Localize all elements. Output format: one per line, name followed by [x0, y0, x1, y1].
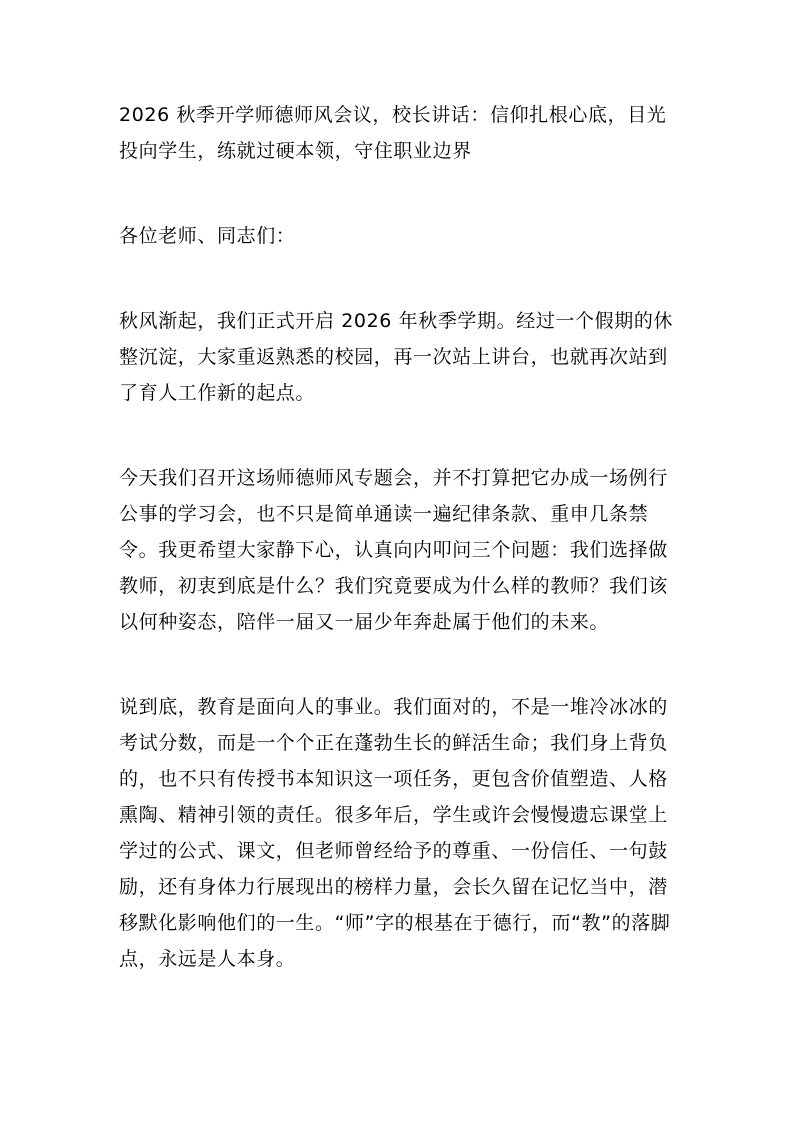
paragraph-3: 说到底，教育是面向人的事业。我们面对的，不是一堆冷冰冰的考试分数，而是一个个正在蓬勃生长的鲜活生命；我们身上背负的，也不只有传授书本知识这一项任务，更包含价值塑造、人格熏陶、精神引领的责任。很多年后，学生或许会慢慢遗忘课堂上学过的公式、课文，但老师曾经给予的尊重、一份信任、一句鼓励，还有身体力行展现出的榜样力量，会长久留在记忆当中，潜移默化影响他们的一生。“师”字的根基在于德行，而“教”的落脚点，永远是人本身。 — [119, 696, 671, 970]
paragraph-spacer — [119, 254, 681, 303]
document-title: 2026 秋季开学师德师风会议，校长讲话：信仰扎根心底，目光投向学生，练就过硬本领，守住职业边界 — [119, 104, 667, 162]
paragraph-1: 秋风渐起，我们正式开启 2026 年秋季学期。经过一个假期的休整沉淀，大家重返熟悉的校园，再一次站上讲台，也就再次站到了育人工作新的起点。 — [119, 310, 674, 404]
paragraph-spacer — [119, 640, 681, 689]
paragraph-2: 今天我们召开这场师德师风专题会，并不打算把它办成一场例行公事的学习会，也不只是简单通读一遍纪律条款、重申几条禁令。我更希望大家静下心，认真向内叩问三个问题：我们选择做教师，初衷到底是什么？我们究竟要成为什么样的教师？我们该以何种姿态，陪伴一届又一届少年奔赴属于他们的未来。 — [119, 467, 668, 633]
document-body — [119, 97, 681, 977]
greeting: 各位老师、同志们： — [119, 225, 296, 247]
paragraph-spacer — [119, 411, 681, 460]
paragraph-spacer — [119, 169, 681, 218]
